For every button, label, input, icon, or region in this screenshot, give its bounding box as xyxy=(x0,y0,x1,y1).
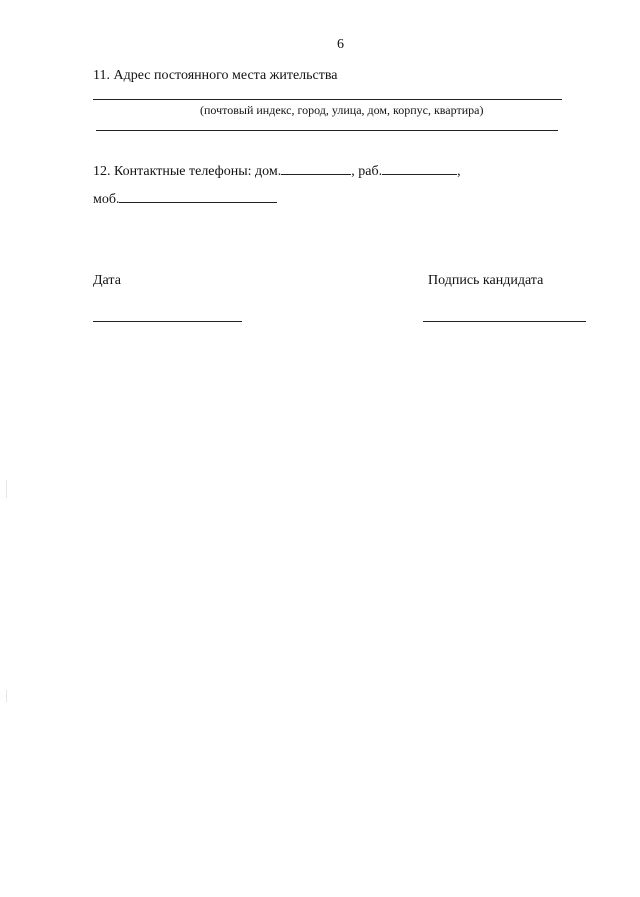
signature-line[interactable] xyxy=(423,321,586,322)
mobile-row xyxy=(93,190,277,208)
address-line-2[interactable] xyxy=(96,130,558,131)
date-line[interactable] xyxy=(93,321,242,322)
address-label: 11. Адрес постоянного места жительства xyxy=(93,68,338,83)
scan-mark xyxy=(6,690,7,702)
address-hint: (почтовый индекс, город, улица, дом, корпус, квартира) xyxy=(200,103,484,117)
phones-trailing-comma: , xyxy=(457,164,461,179)
phones-label: 12. Контактные телефоны: дом. xyxy=(93,164,282,179)
date-label: Дата xyxy=(93,273,121,288)
scan-mark xyxy=(6,480,7,498)
address-line-1[interactable] xyxy=(93,99,562,100)
mobile-phone-field[interactable] xyxy=(119,190,277,203)
work-phone-label: , раб. xyxy=(351,164,383,179)
phones-row xyxy=(93,162,461,180)
work-phone-field[interactable] xyxy=(382,162,457,175)
page-number: 6 xyxy=(337,37,344,52)
mobile-label: моб. xyxy=(93,192,120,207)
signature-label: Подпись кандидата xyxy=(428,273,544,288)
home-phone-field[interactable] xyxy=(281,162,351,175)
